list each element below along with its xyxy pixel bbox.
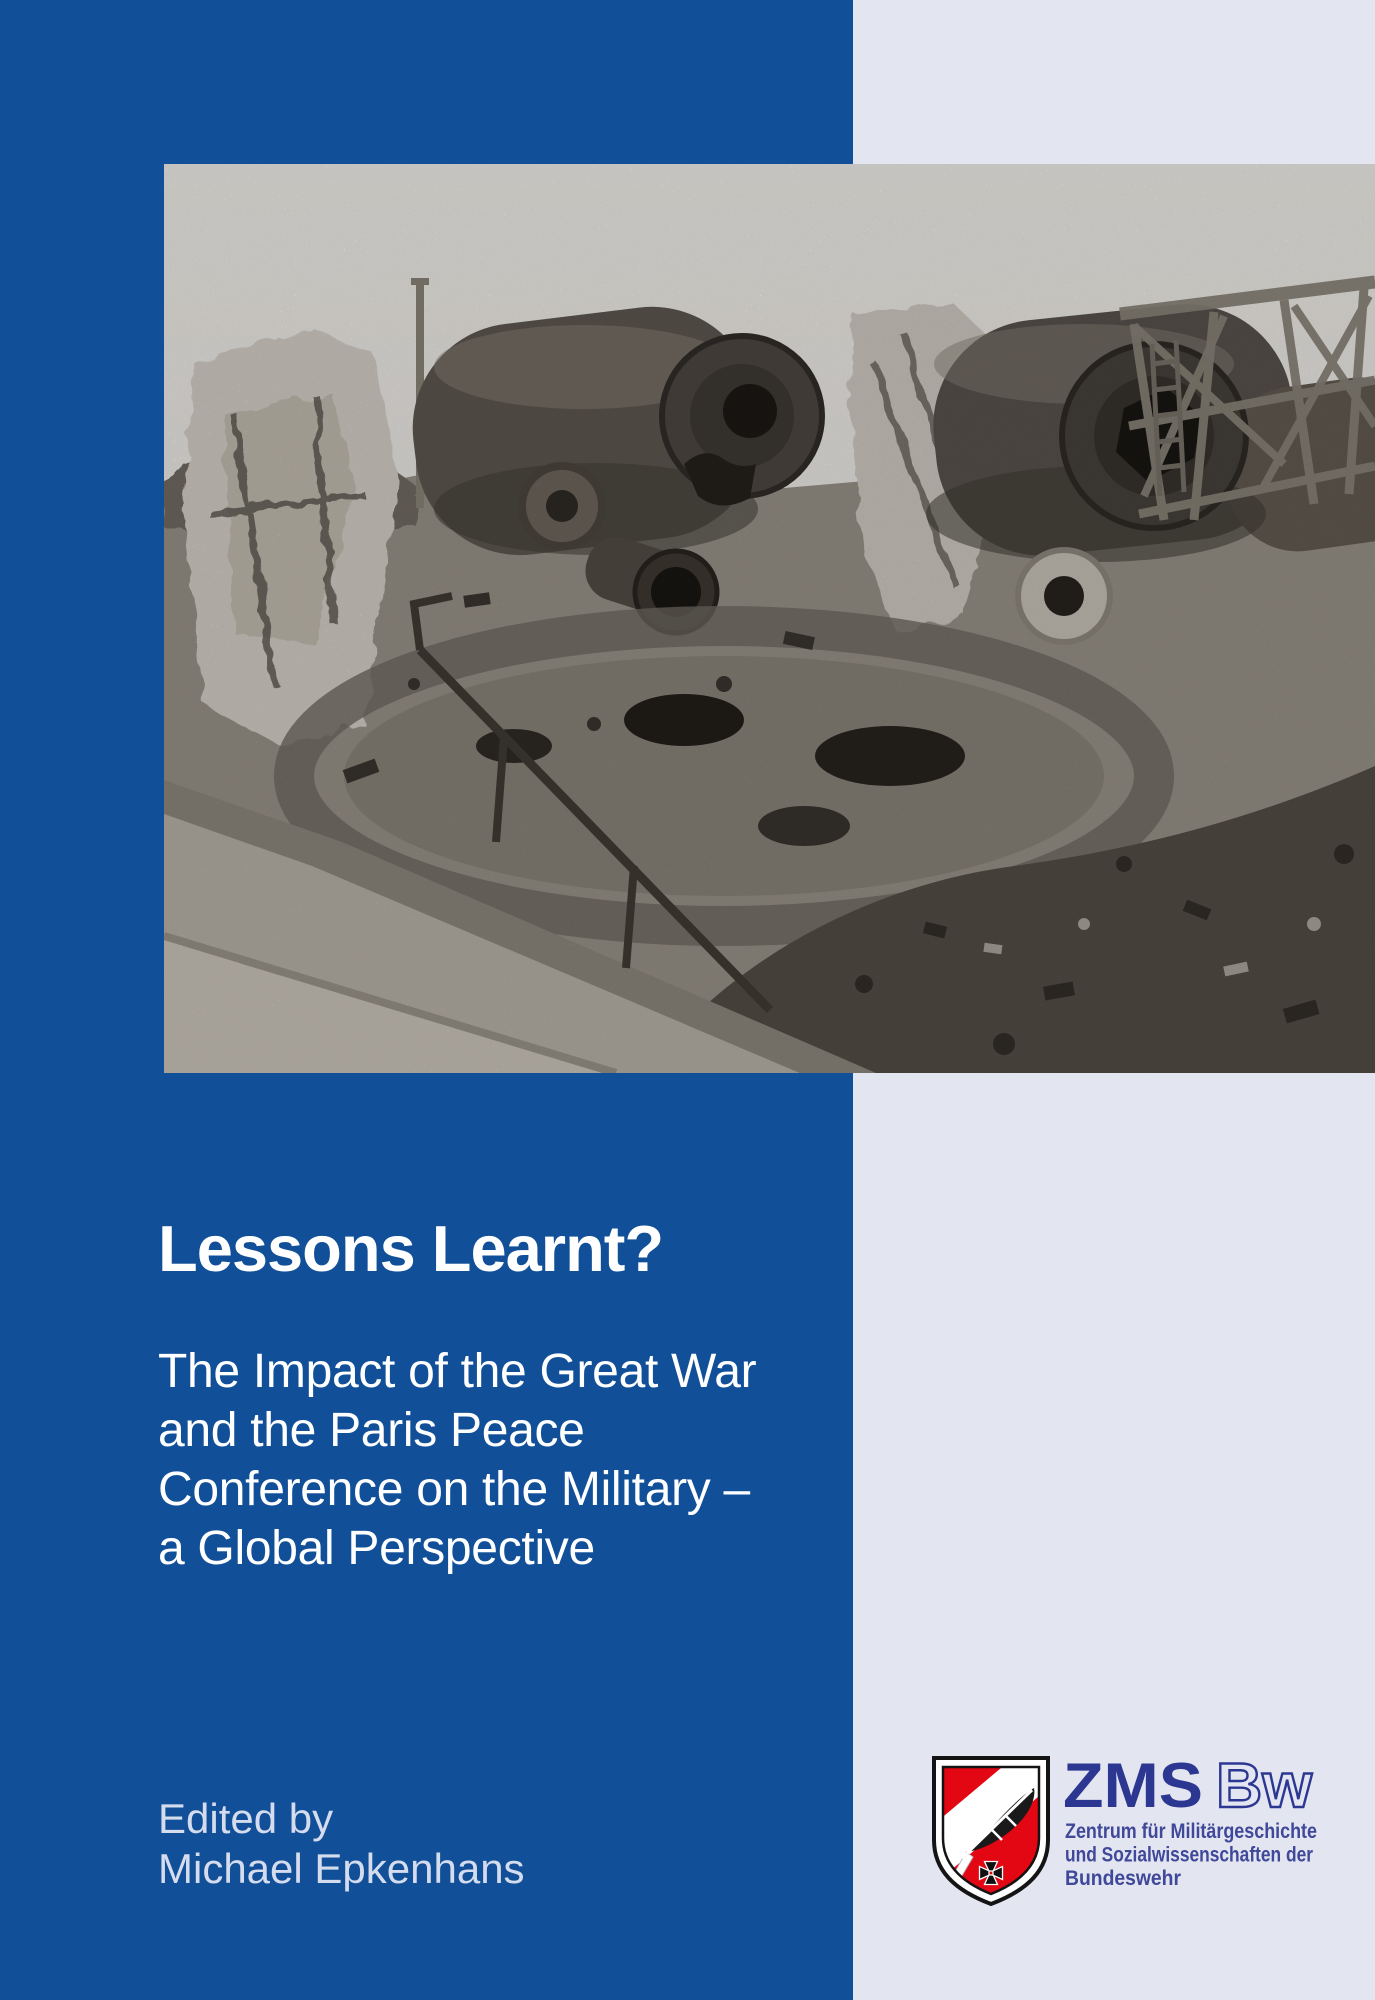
- subtitle-line-3: Conference on the Military –: [158, 1463, 750, 1516]
- publisher-acronym-outline: Bw: [1216, 1751, 1314, 1821]
- editor-name: Michael Epkenhans: [158, 1845, 525, 1892]
- publisher-tagline-line-3: Bundeswehr: [1065, 1866, 1182, 1890]
- subtitle-line-1: The Impact of the Great War: [158, 1345, 757, 1398]
- zmsbw-shield-emblem: [932, 1751, 1057, 1906]
- cover-photo: [164, 164, 1375, 1073]
- publisher-tagline-line-1: Zentrum für Militärgeschichte: [1065, 1819, 1318, 1843]
- publisher-logo: [928, 1752, 1340, 1910]
- editor-prefix: Edited by: [158, 1795, 334, 1842]
- book-title: Lessons Learnt?: [158, 1212, 664, 1285]
- subtitle-line-4: a Global Perspective: [158, 1522, 595, 1575]
- publisher-acronym-solid: ZMS: [1063, 1751, 1203, 1821]
- book-subtitle: [158, 1342, 756, 1578]
- publisher-tagline-line-2: und Sozialwissenschaften der: [1065, 1842, 1314, 1867]
- editor-credit: [158, 1794, 525, 1894]
- subtitle-line-2: and the Paris Peace: [158, 1404, 585, 1457]
